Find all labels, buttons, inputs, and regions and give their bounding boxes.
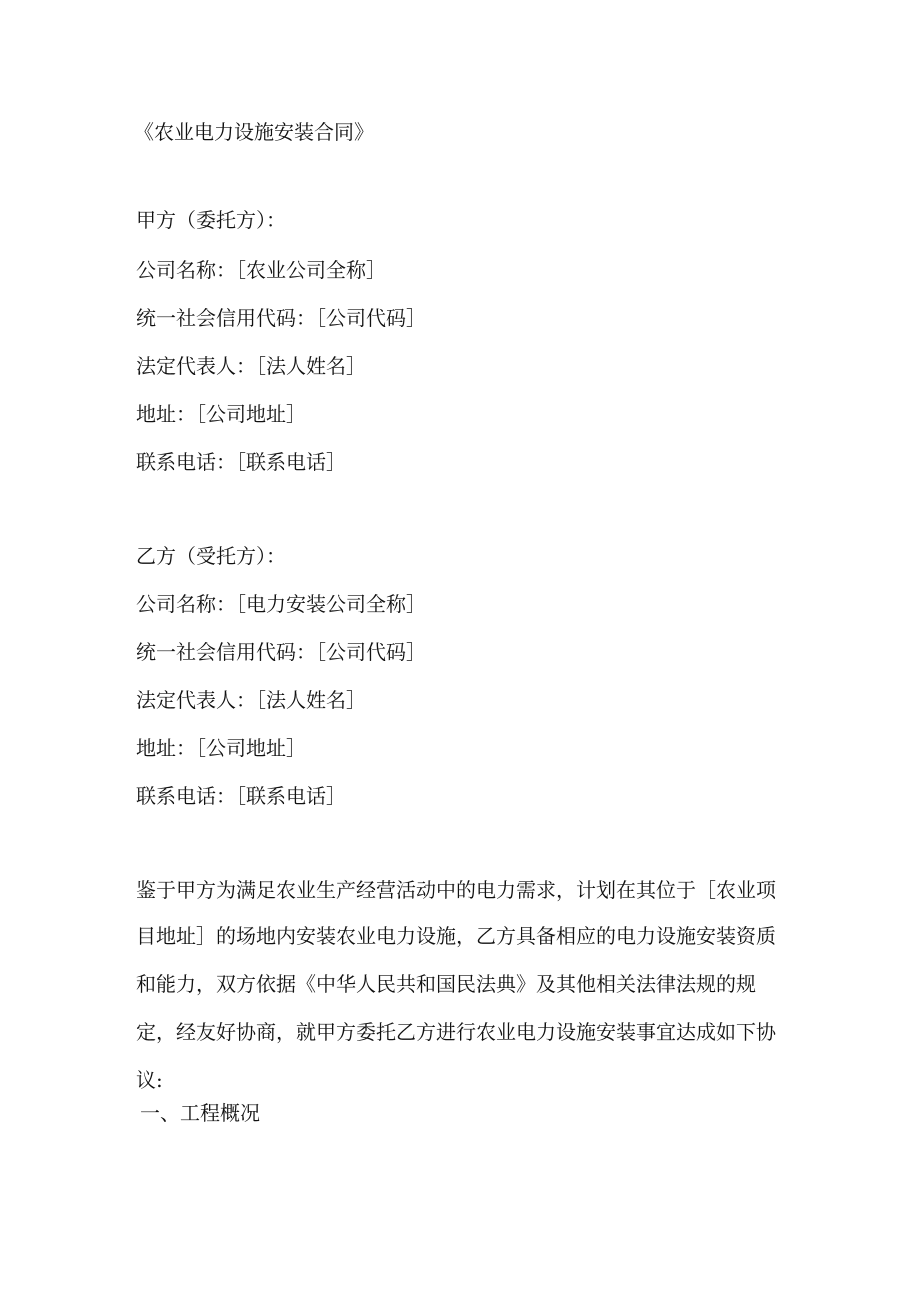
party-a-heading: 甲方（委托方）： [136,208,286,232]
party-b-heading: 乙方（受托方）： [136,544,286,568]
party-b-address: 地址：［公司地址］ [136,736,306,760]
party-a-company-name: 公司名称：［农业公司全称］ [136,258,386,282]
preamble-line: 鉴于甲方为满足农业生产经营活动中的电力需求，计划在其位于［农业项 [136,878,776,902]
party-a-credit-code: 统一社会信用代码：［公司代码］ [136,306,426,330]
preamble-line: 定，经友好协商，就甲方委托乙方进行农业电力设施安装事宜达成如下协 [136,1020,776,1044]
preamble-line: 议: [136,1068,163,1092]
document-title: 《农业电力设施安装合同》 [134,120,374,144]
section-heading-1: 一、工程概况 [140,1101,260,1125]
preamble-line: 目地址］的场地内安装农业电力设施，乙方具备相应的电力设施安装资质 [136,924,776,948]
party-b-phone: 联系电话：［联系电话］ [136,784,346,808]
party-a-address: 地址：［公司地址］ [136,402,306,426]
preamble-line: 和能力，双方依据《中华人民共和国民法典》及其他相关法律法规的规 [136,972,756,996]
party-a-legal-rep: 法定代表人：［法人姓名］ [136,354,366,378]
party-b-company-name: 公司名称：［电力安装公司全称］ [136,592,426,616]
party-b-legal-rep: 法定代表人：［法人姓名］ [136,688,366,712]
party-b-credit-code: 统一社会信用代码：［公司代码］ [136,640,426,664]
party-a-phone: 联系电话：［联系电话］ [136,450,346,474]
